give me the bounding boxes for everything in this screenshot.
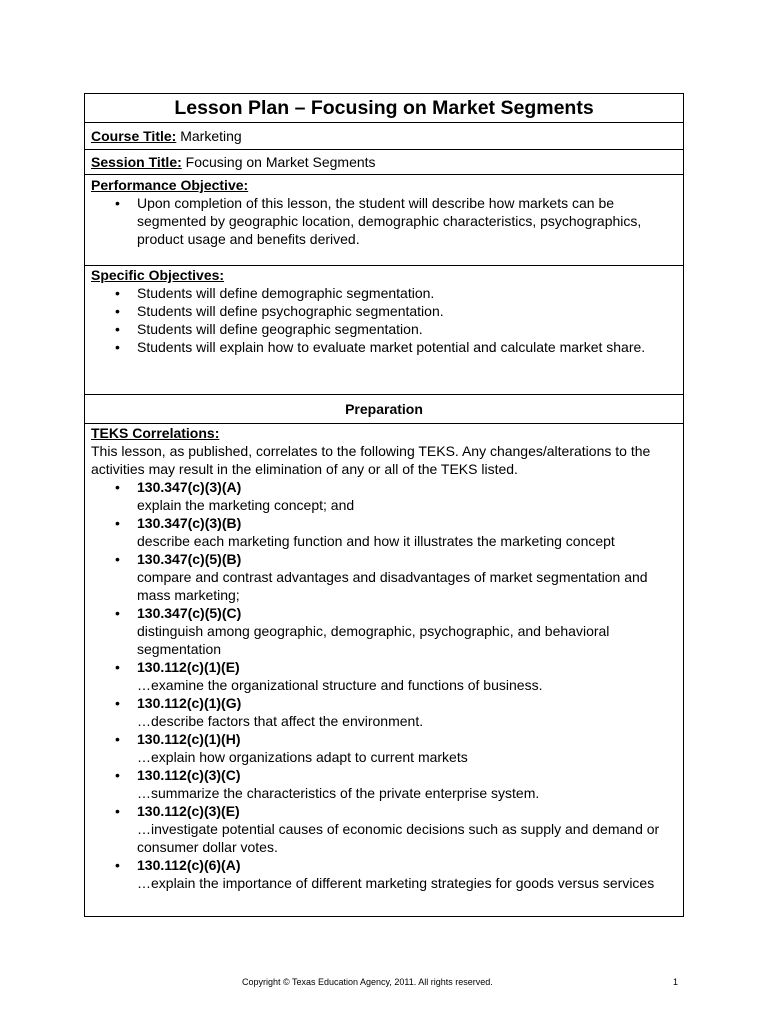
teks-intro: This lesson, as published, correlates to the following TEKS. Any changes/alterations to the activities may result in the elimination of any or all of the TEKS listed. [91,443,651,477]
list-item: • Students will explain how to evaluate market potential and calculate market share. [115,338,677,356]
teks-code: • 130.112(c)(6)(A) [137,857,241,873]
teks-item [115,802,677,856]
teks-item [115,730,677,766]
teks-description: distinguish among geographic, demographic, psychographic, and behavioral segmentation [137,623,610,657]
teks-code: • 130.112(c)(3)(C) [137,767,241,783]
teks-code: • 130.112(c)(1)(G) [137,695,242,711]
performance-objective-list [91,194,677,248]
teks-description: describe each marketing function and how it illustrates the marketing concept [137,533,615,549]
session-title-row [85,149,683,174]
specific-objectives-section [85,265,683,394]
session-title-value: Focusing on Market Segments [181,154,376,170]
page-title: Lesson Plan – Focusing on Market Segments [174,97,594,119]
copyright-notice: Copyright © Texas Education Agency, 2011. All rights reserved. [242,977,493,987]
teks-item [115,478,677,514]
teks-description: explain the marketing concept; and [137,497,355,513]
list-item: • Students will define psychographic segmentation. [115,302,677,320]
teks-description: …explain the importance of different marketing strategies for goods versus services [137,875,655,891]
teks-description: …describe factors that affect the environment. [137,713,424,729]
teks-item [115,658,677,694]
specific-objectives-label: Specific Objectives: [91,267,225,283]
teks-code: • 130.347(c)(5)(C) [137,605,242,621]
list-item: • Students will define geographic segmentation. [115,320,677,338]
teks-description: …explain how organizations adapt to current markets [137,749,468,765]
teks-code: • 130.112(c)(3)(E) [137,803,240,819]
teks-code: • 130.112(c)(1)(E) [137,659,240,675]
teks-item [115,856,677,892]
list-item: • Upon completion of this lesson, the student will describe how markets can be segmented by geographic location, demographic characteristics, psychographics, product usage and benefits derived. [115,194,677,248]
course-title-value: Marketing [176,128,242,144]
teks-correlations-section [85,423,683,916]
teks-item [115,514,677,550]
teks-description: compare and contrast advantages and disadvantages of market segmentation and mass marketing; [137,569,648,603]
teks-code: • 130.347(c)(3)(B) [137,515,242,531]
teks-item [115,766,677,802]
session-title-label: Session Title: [91,154,182,170]
teks-description: …investigate potential causes of economic decisions such as supply and demand or consumer dollar votes. [137,821,660,855]
teks-code: • 130.347(c)(3)(A) [137,479,242,495]
performance-objective-label: Performance Objective: [91,177,249,193]
list-item: • Students will define demographic segmentation. [115,284,677,302]
page-number: 1 [673,977,679,987]
teks-code: • 130.112(c)(1)(H) [137,731,241,747]
teks-item [115,604,677,658]
lesson-plan-table [84,93,684,917]
performance-objective-section [85,174,683,265]
teks-description: …summarize the characteristics of the private enterprise system. [137,785,540,801]
course-title-label: Course Title: [91,128,177,144]
teks-correlations-label: TEKS Correlations: [91,425,220,441]
course-title-row [85,122,683,149]
teks-item [115,694,677,730]
specific-objectives-list [91,284,677,356]
teks-item [115,550,677,604]
teks-description: …examine the organizational structure and functions of business. [137,677,543,693]
teks-list [91,478,677,892]
preparation-heading: Preparation [85,394,683,423]
teks-code: • 130.347(c)(5)(B) [137,551,242,567]
